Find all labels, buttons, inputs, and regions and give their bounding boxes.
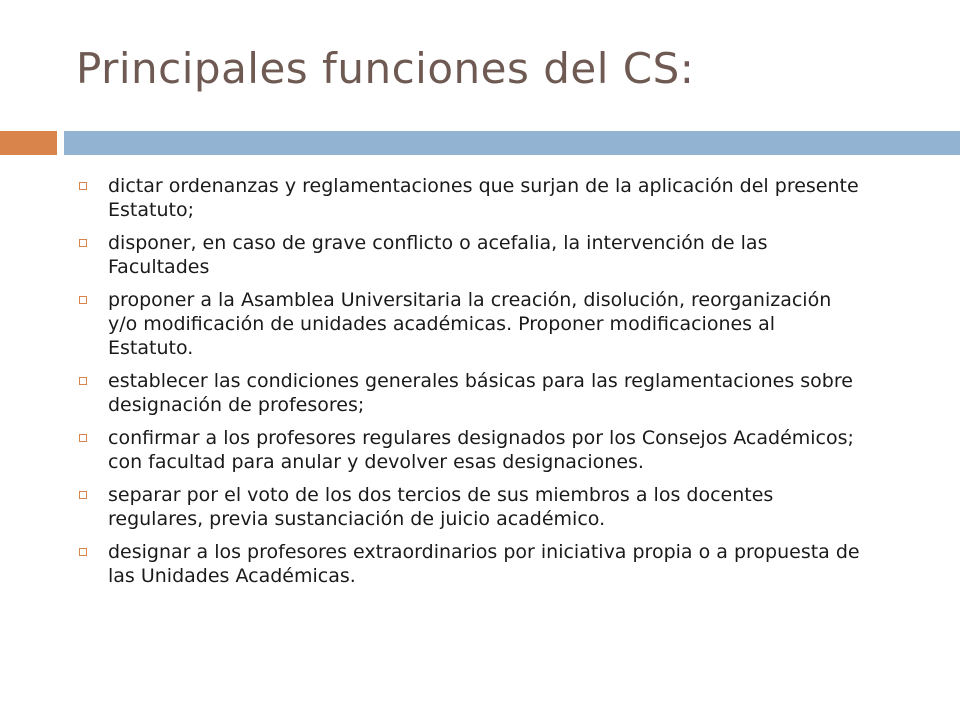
list-item-text: disponer, en caso de grave conflicto o acefalia, la intervención de las Facultades	[108, 232, 768, 278]
list-item-text: confirmar a los profesores regulares designados por los Consejos Académicos; con facultad para anular y devolver esas designaciones.	[108, 427, 854, 473]
hollow-square-bullet-icon	[79, 239, 87, 247]
hollow-square-bullet-icon	[79, 296, 87, 304]
list-item	[76, 540, 866, 588]
list-item-text: designar a los profesores extraordinarios por iniciativa propia o a propuesta de las Unidades Académicas.	[108, 541, 860, 587]
bullet-list	[76, 174, 866, 597]
list-item	[76, 483, 866, 531]
hollow-square-bullet-icon	[79, 434, 87, 442]
hollow-square-bullet-icon	[79, 491, 87, 499]
list-item	[76, 174, 866, 222]
list-item-text: dictar ordenanzas y reglamentaciones que surjan de la aplicación del presente Estatuto;	[108, 175, 859, 221]
list-item	[76, 288, 866, 360]
list-item	[76, 231, 866, 279]
hollow-square-bullet-icon	[79, 182, 87, 190]
list-item-text: establecer las condiciones generales básicas para las reglamentaciones sobre designación de profesores;	[108, 370, 853, 416]
list-item-text: separar por el voto de los dos tercios de sus miembros a los docentes regulares, previa sustanciación de juicio académico.	[108, 484, 774, 530]
slide-title: Principales funciones del CS:	[76, 44, 695, 93]
accent-bar-orange	[0, 131, 57, 155]
list-item	[76, 369, 866, 417]
list-item-text: proponer a la Asamblea Universitaria la creación, disolución, reorganización y/o modificación de unidades académicas. Proponer modificaciones al Estatuto.	[108, 289, 832, 359]
list-item	[76, 426, 866, 474]
accent-bar-blue	[64, 131, 960, 155]
hollow-square-bullet-icon	[79, 377, 87, 385]
hollow-square-bullet-icon	[79, 548, 87, 556]
